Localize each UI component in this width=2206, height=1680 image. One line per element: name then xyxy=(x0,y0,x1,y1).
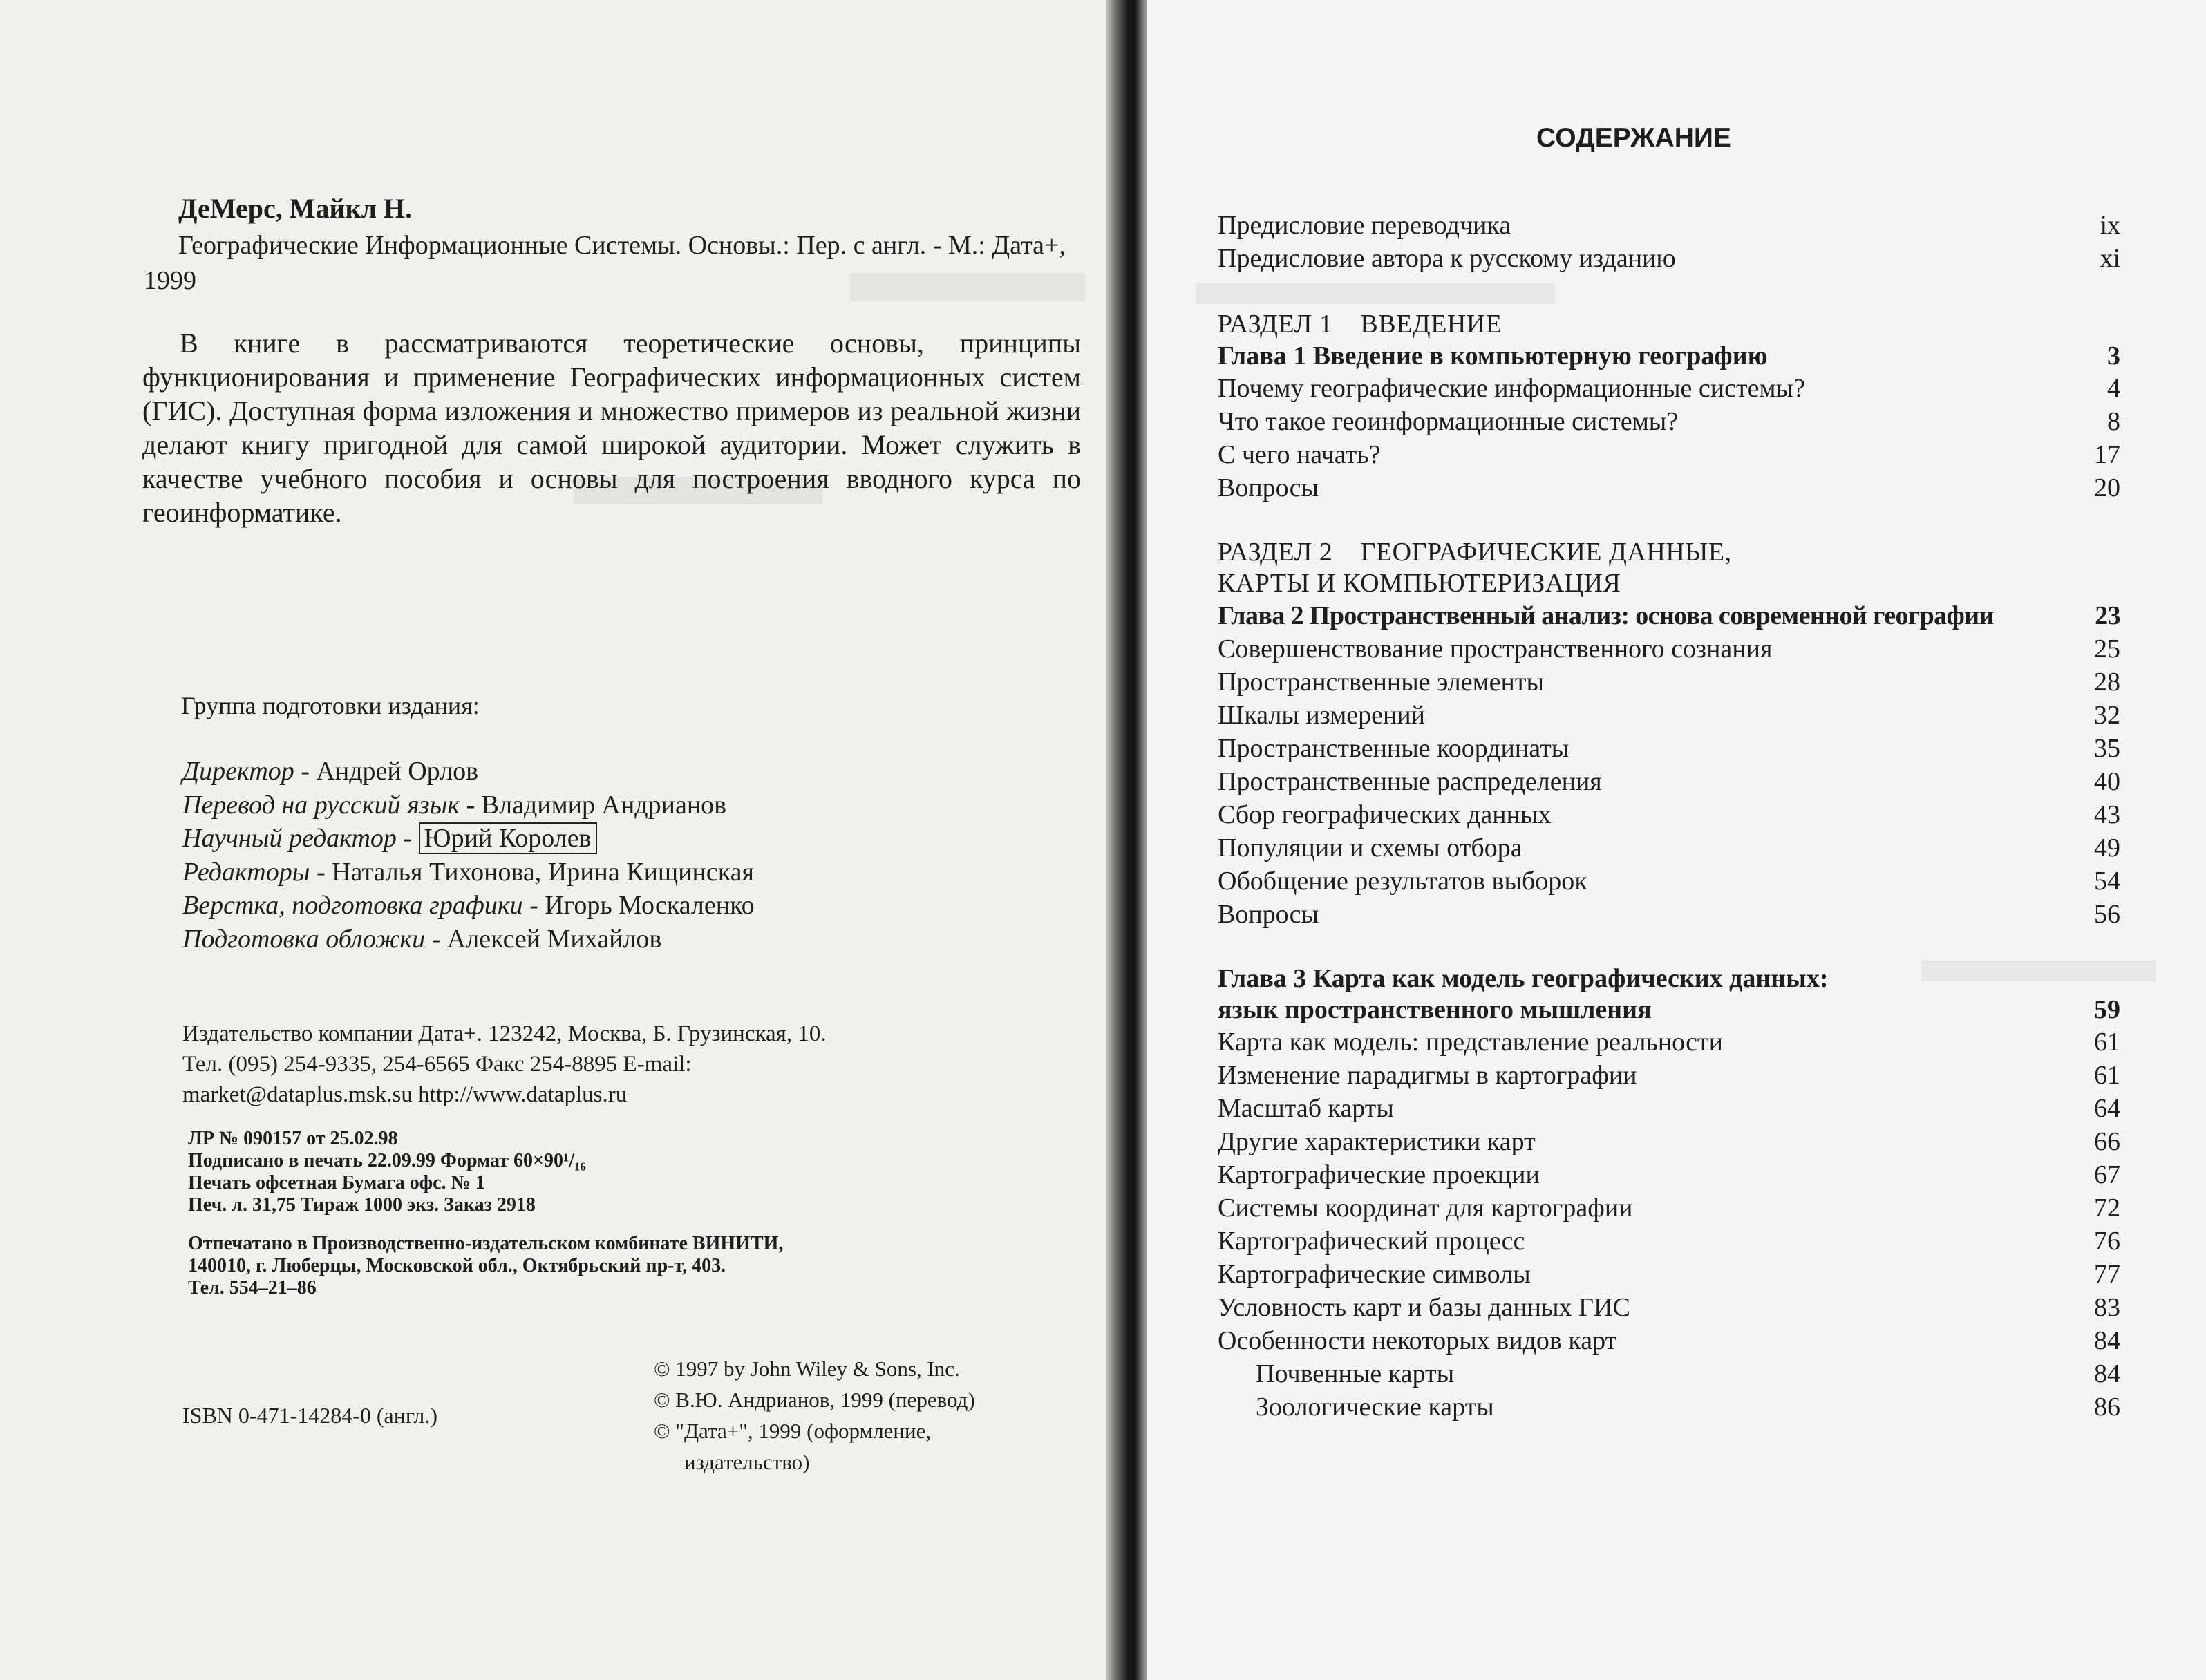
toc-page-number: 61 xyxy=(2094,1061,2120,1090)
toc-page-number: 56 xyxy=(2094,900,2120,929)
toc-chapter-heading: Глава 2 Пространственный анализ: основа современной географии 23 xyxy=(1218,599,2120,632)
toc-entry: Карта как модель: представление реальности 61 xyxy=(1218,1026,2120,1059)
toc-section-heading: РАЗДЕЛ 1 ВВЕДЕНИЕ xyxy=(1218,310,1502,339)
staff-person: Андрей Орлов xyxy=(316,757,479,786)
toc-chapter-heading: Глава 3 Карта как модель географических данных: xyxy=(1218,964,1829,993)
table-of-contents xyxy=(1218,209,2120,1424)
toc-entry: Шкалы измерений 32 xyxy=(1218,699,2120,732)
toc-page-number: 59 xyxy=(2094,995,2120,1024)
staff-role: Верстка, подготовка графики xyxy=(182,891,523,920)
toc-subentry: Почвенные карты 84 xyxy=(1218,1357,2120,1390)
toc-entry: Совершенствование пространственного сознания 25 xyxy=(1218,632,2120,666)
publisher-line: Тел. (095) 254-9335, 254-6565 Факс 254-8895 E-mail: xyxy=(182,1052,692,1077)
toc-entry: Предисловие переводчика ix xyxy=(1218,209,2120,242)
toc-entry: Вопросы 56 xyxy=(1218,898,2120,931)
staff-group-title: Группа подготовки издания: xyxy=(181,692,480,719)
toc-entry: Масштаб карты 64 xyxy=(1218,1092,2120,1125)
print-line: Печ. л. 31,75 Тираж 1000 экз. Заказ 2918 xyxy=(188,1194,536,1216)
toc-page-number: 40 xyxy=(2094,767,2120,796)
printer-line: 140010, г. Люберцы, Московской обл., Октябрьский пр-т, 403. xyxy=(188,1255,726,1276)
toc-page-number: 4 xyxy=(2107,374,2120,403)
printer-line: Отпечатано в Производственно-издательском комбинате ВИНИТИ, xyxy=(188,1233,784,1254)
toc-page-number: 84 xyxy=(2094,1326,2120,1355)
toc-page-number: xi xyxy=(2100,244,2120,273)
toc-entry: Пространственные координаты 35 xyxy=(1218,732,2120,765)
print-line: Печать офсетная Бумага офс. № 1 xyxy=(188,1172,485,1193)
bibliographic-reference: Географические Информационные Системы. Основы.: Пер. с англ. - М.: Дата+, 1999 xyxy=(144,231,1066,295)
toc-section-heading-cont: КАРТЫ И КОМПЬЮТЕРИЗАЦИЯ xyxy=(1218,569,1621,598)
publisher-line: market@dataplus.msk.su http://www.dataplus.ru xyxy=(182,1082,628,1107)
copyright-line: издательство) xyxy=(684,1450,810,1474)
toc-subentry: Зоологические карты 86 xyxy=(1218,1390,2120,1424)
staff-row: Перевод на русский язык - Владимир Андрианов xyxy=(182,790,727,820)
print-line: ЛР № 090157 от 25.02.98 xyxy=(188,1128,398,1149)
staff-person-boxed: Юрий Королев xyxy=(419,822,597,854)
publisher-info xyxy=(182,1019,827,1110)
toc-page-number: 20 xyxy=(2094,473,2120,502)
toc-entry: Картографические проекции 67 xyxy=(1218,1158,2120,1191)
toc-page-number: 77 xyxy=(2094,1260,2120,1289)
right-page xyxy=(1147,0,2206,1680)
toc-page-number: 25 xyxy=(2094,634,2120,663)
toc-section-heading: РАЗДЕЛ 2 ГЕОГРАФИЧЕСКИЕ ДАННЫЕ, xyxy=(1218,538,1732,567)
toc-page-number: 66 xyxy=(2094,1127,2120,1156)
toc-page-number: 43 xyxy=(2094,800,2120,829)
staff-list xyxy=(182,755,755,956)
staff-role: Редакторы xyxy=(182,857,310,887)
toc-page-number: 3 xyxy=(2107,341,2120,370)
copyright-line: © "Дата+", 1999 (оформление, xyxy=(654,1419,932,1443)
toc-page-number: 35 xyxy=(2094,734,2120,763)
staff-row: Подготовка обложки - Алексей Михайлов xyxy=(182,924,662,954)
staff-row: Редакторы - Наталья Тихонова, Ирина Кищинская xyxy=(182,857,754,887)
toc-page-number: 8 xyxy=(2107,407,2120,436)
isbn: ISBN 0-471-14284-0 (англ.) xyxy=(182,1403,437,1428)
toc-entry: Вопросы 20 xyxy=(1218,471,2120,504)
print-info xyxy=(188,1128,783,1299)
toc-entry: Изменение парадигмы в картографии 61 xyxy=(1218,1059,2120,1092)
staff-person: Алексей Михайлов xyxy=(446,924,662,954)
toc-title: СОДЕРЖАНИЕ xyxy=(1536,123,1731,153)
toc-chapter-heading: Глава 1 Введение в компьютерную географию 3 xyxy=(1218,341,2120,370)
toc-entry: Пространственные распределения 40 xyxy=(1218,765,2120,798)
toc-entry: Особенности некоторых видов карт 84 xyxy=(1218,1324,2120,1357)
toc-entry: Обобщение результатов выборок 54 xyxy=(1218,865,2120,898)
staff-role: Перевод на русский язык xyxy=(182,790,460,820)
copyright-line: © 1997 by John Wiley & Sons, Inc. xyxy=(654,1357,960,1381)
staff-person: Игорь Москаленко xyxy=(545,891,755,920)
staff-row: Научный редактор - Юрий Королев xyxy=(182,822,755,856)
toc-page-number: ix xyxy=(2100,211,2120,240)
toc-entry: Популяции и схемы отбора 49 xyxy=(1218,831,2120,865)
staff-role: Научный редактор xyxy=(182,824,397,853)
toc-page-number: 86 xyxy=(2094,1393,2120,1422)
staff-row: Директор - Андрей Орлов xyxy=(182,757,479,786)
toc-entry: Условность карт и базы данных ГИС 83 xyxy=(1218,1291,2120,1324)
copyright-line: © В.Ю. Андрианов, 1999 (перевод) xyxy=(654,1388,975,1412)
toc-chapter-heading-cont: язык пространственного мышления 59 xyxy=(1218,995,2120,1024)
toc-page-number: 72 xyxy=(2094,1193,2120,1223)
toc-entry: Картографические символы 77 xyxy=(1218,1258,2120,1291)
book-annotation: В книге в рассматриваются теоретические основы, принципы функционирования и применение Географических информационных систем (ГИС). Доступная форма изложения и множество примеров из реальной жизни делают книгу пригодной для самой широкой аудитории. Может служить в качестве учебного пособия и основы для построения вводного курса по геоинформатике. xyxy=(142,328,1081,528)
toc-page-number: 64 xyxy=(2094,1094,2120,1123)
print-line: Подписано в печать 22.09.99 Формат 60×90¹/₁₆ xyxy=(188,1150,586,1171)
toc-entry: Сбор географических данных 43 xyxy=(1218,798,2120,831)
toc-entry: Другие характеристики карт 66 xyxy=(1218,1125,2120,1158)
toc-entry: Предисловие автора к русскому изданию xi xyxy=(1218,242,2120,275)
toc-entry: Картографический процесс 76 xyxy=(1218,1225,2120,1258)
toc-page-number: 17 xyxy=(2094,440,2120,469)
toc-page-number: 49 xyxy=(2094,833,2120,862)
toc-page-number: 54 xyxy=(2094,867,2120,896)
staff-row: Верстка, подготовка графики - Игорь Москаленко xyxy=(182,891,755,920)
toc-entry: С чего начать? 17 xyxy=(1218,438,2120,471)
publisher-line: Издательство компании Дата+. 123242, Москва, Б. Грузинская, 10. xyxy=(182,1021,827,1046)
author-name: ДеМерс, Майкл Н. xyxy=(178,193,413,224)
toc-page-number: 76 xyxy=(2094,1227,2120,1256)
toc-page-number: 84 xyxy=(2094,1359,2120,1388)
staff-person: Наталья Тихонова, Ирина Кищинская xyxy=(332,857,754,887)
staff-person: Владимир Андрианов xyxy=(481,790,727,820)
staff-role: Подготовка обложки xyxy=(182,924,426,954)
toc-page-number: 61 xyxy=(2094,1028,2120,1057)
toc-entry: Пространственные элементы 28 xyxy=(1218,666,2120,699)
toc-page-number: 67 xyxy=(2094,1160,2120,1189)
printer-line: Тел. 554–21–86 xyxy=(188,1277,317,1299)
toc-page-number: 23 xyxy=(2095,601,2120,630)
toc-page-number: 32 xyxy=(2094,701,2120,730)
toc-page-number: 83 xyxy=(2094,1293,2120,1322)
copyright-block xyxy=(654,1353,975,1478)
toc-entry: Что такое геоинформационные системы? 8 xyxy=(1218,405,2120,438)
toc-page-number: 28 xyxy=(2094,668,2120,697)
staff-role: Директор xyxy=(182,757,294,786)
toc-entry: Системы координат для картографии 72 xyxy=(1218,1191,2120,1225)
toc-entry: Почему географические информационные системы? 4 xyxy=(1218,372,2120,405)
